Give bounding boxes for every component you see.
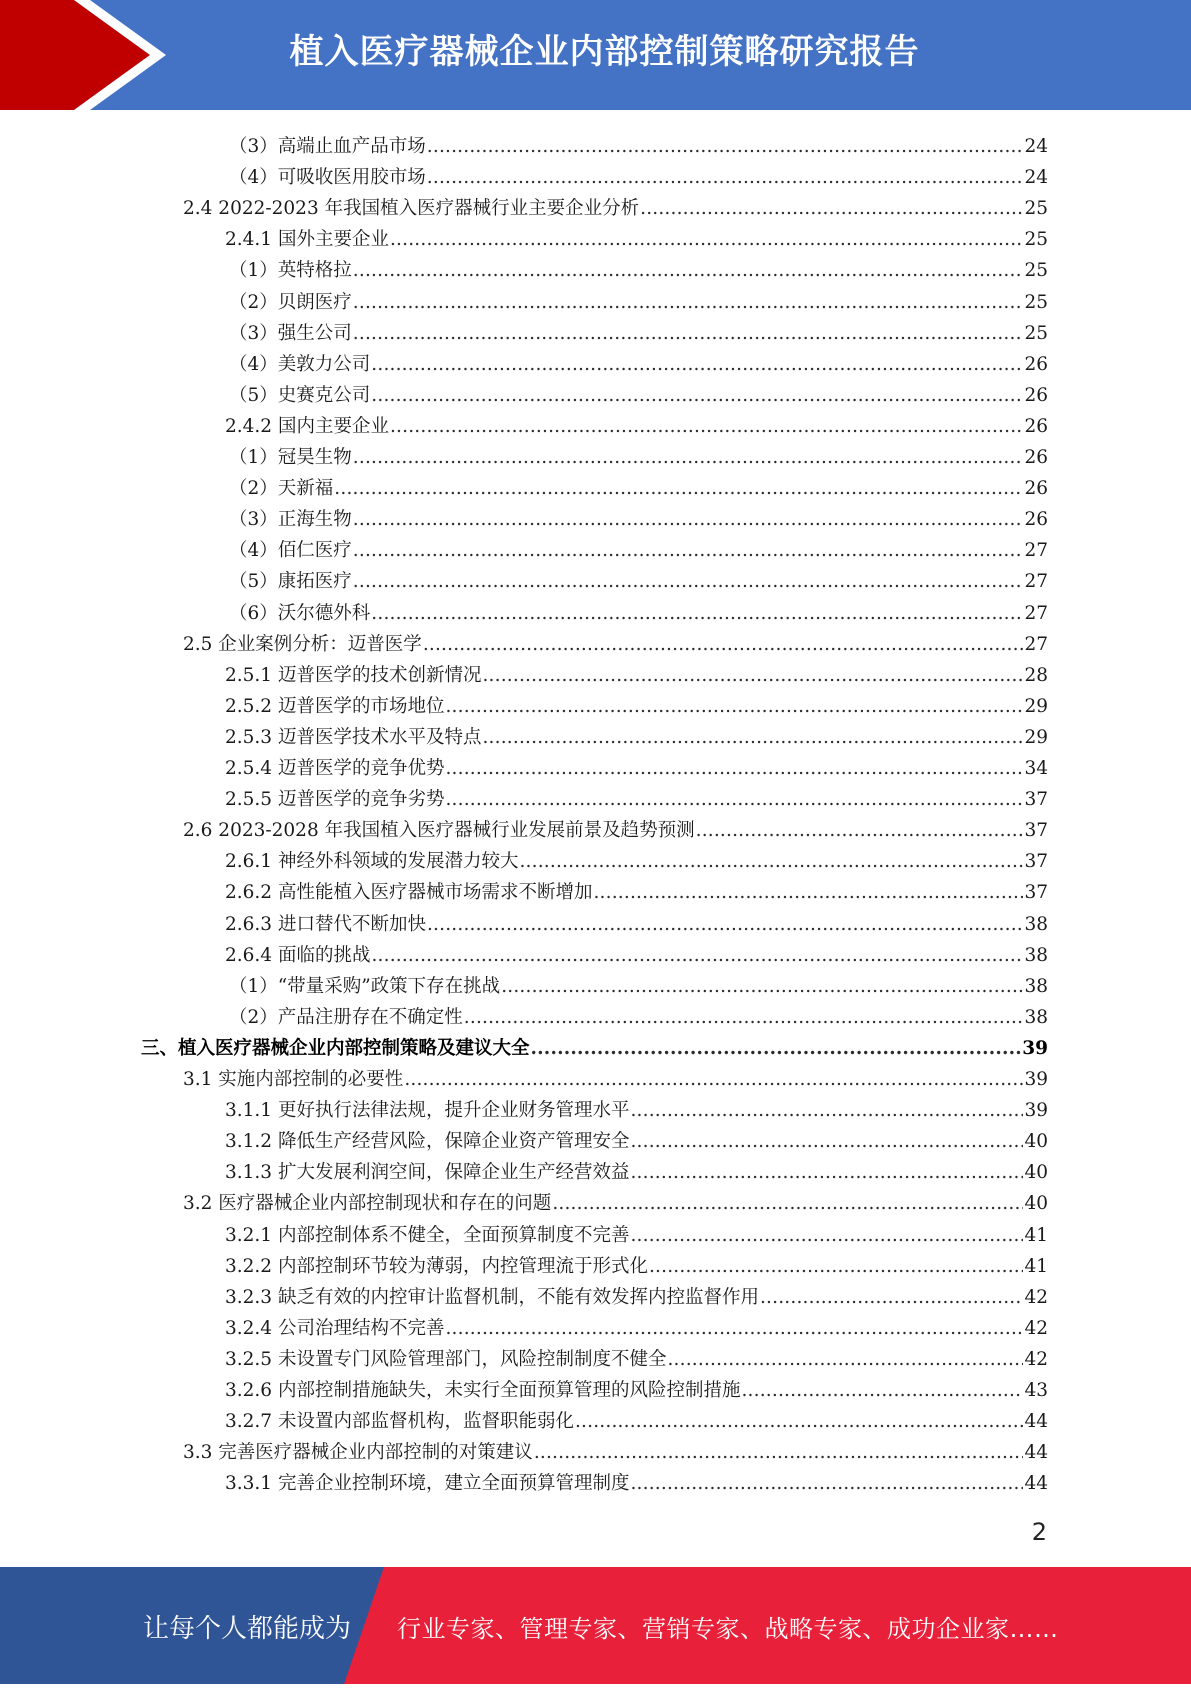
toc-entry-page: 38 (1024, 975, 1048, 997)
toc-entry-label: 3.3 完善医疗器械企业内部控制的对策建议 (183, 1442, 533, 1464)
toc-entry[interactable] (183, 1185, 1048, 1216)
toc-dot-leader (353, 570, 1024, 594)
toc-entry[interactable] (225, 1372, 1048, 1403)
toc-entry-label: （5）史赛克公司 (229, 384, 371, 406)
toc-entry-page: 25 (1024, 322, 1048, 344)
toc-entry-page: 42 (1024, 1286, 1048, 1308)
toc-entry[interactable] (183, 190, 1048, 221)
toc-entry-page: 39 (1024, 1100, 1048, 1122)
toc-entry[interactable] (225, 408, 1048, 439)
toc-entry[interactable] (225, 750, 1048, 781)
toc-entry-page: 44 (1024, 1411, 1048, 1433)
footer-slogan-right: 行业专家、管理专家、营销专家、战略专家、成功企业家…… (397, 1615, 1059, 1643)
toc-entry[interactable] (225, 719, 1048, 750)
toc-entry-page: 25 (1024, 198, 1048, 220)
toc-dot-leader (445, 695, 1023, 719)
toc-entry-page: 26 (1024, 478, 1048, 500)
toc-dot-leader (501, 975, 1023, 999)
toc-entry-label: 3.1.2 降低生产经营风险，保障企业资产管理安全 (225, 1131, 630, 1153)
toc-entry-page: 25 (1024, 291, 1048, 313)
toc-entry-label: 3.1.3 扩大发展利润空间，保障企业生产经营效益 (225, 1162, 630, 1184)
toc-entry-label: （2）天新福 (229, 478, 334, 500)
toc-entry[interactable] (225, 1403, 1048, 1434)
header-banner (0, 0, 1191, 110)
toc-entry-page: 41 (1024, 1255, 1048, 1277)
toc-dot-leader (696, 819, 1024, 843)
toc-entry[interactable] (229, 563, 1048, 594)
toc-dot-leader (353, 446, 1024, 470)
toc-entry-label: 2.4 2022-2023 年我国植入医疗器械行业主要企业分析 (183, 198, 640, 220)
toc-entry-label: 2.5.3 迈普医学技术水平及特点 (225, 726, 482, 748)
toc-entry-label: 2.5.2 迈普医学的市场地位 (225, 695, 445, 717)
toc-dot-leader (427, 166, 1024, 190)
toc-dot-leader (552, 1192, 1023, 1216)
toc-entry-label: （4）佰仁医疗 (229, 540, 352, 562)
toc-entry-label: 2.6 2023-2028 年我国植入医疗器械行业发展前景及趋势预测 (183, 820, 695, 842)
toc-entry[interactable] (225, 657, 1048, 688)
toc-entry-page: 38 (1024, 944, 1048, 966)
toc-entry-label: 3.1.1 更好执行法律法规，提升企业财务管理水平 (225, 1100, 630, 1122)
toc-dot-leader (640, 197, 1023, 221)
toc-entry-label: （1）英特格拉 (229, 260, 352, 282)
toc-entry-page: 44 (1024, 1442, 1048, 1464)
toc-entry[interactable] (225, 937, 1048, 968)
toc-entry[interactable] (225, 688, 1048, 719)
toc-dot-leader (353, 322, 1024, 346)
toc-dot-leader (353, 259, 1024, 283)
toc-entry-label: 3.2 医疗器械企业内部控制现状和存在的问题 (183, 1193, 552, 1215)
toc-entry-label: 2.4.2 国内主要企业 (225, 415, 389, 437)
toc-entry[interactable] (229, 595, 1048, 626)
toc-entry-label: 2.5.5 迈普医学的竞争劣势 (225, 789, 445, 811)
toc-entry[interactable] (141, 1030, 1048, 1061)
toc-entry[interactable] (225, 1217, 1048, 1248)
toc-entry-label: （2）产品注册存在不确定性 (229, 1006, 463, 1028)
toc-entry-label: 3.2.1 内部控制体系不健全，全面预算制度不完善 (225, 1224, 630, 1246)
toc-dot-leader (519, 850, 1023, 874)
toc-entry[interactable] (183, 626, 1048, 657)
toc-entry-page: 27 (1024, 633, 1048, 655)
toc-entry[interactable] (229, 999, 1048, 1030)
toc-entry-label: 2.5.1 迈普医学的技术创新情况 (225, 664, 482, 686)
toc-dot-leader (371, 602, 1023, 626)
toc-entry[interactable] (229, 968, 1048, 999)
toc-entry-label: （6）沃尔德外科 (229, 602, 371, 624)
toc-dot-leader (371, 353, 1023, 377)
toc-entry[interactable] (225, 1341, 1048, 1372)
toc-entry-label: （4）美敦力公司 (229, 353, 371, 375)
toc-entry-label: （3）高端止血产品市场 (229, 136, 426, 157)
toc-entry-label: 3.3.1 完善企业控制环境，建立全面预算管理制度 (225, 1473, 630, 1495)
toc-entry-page: 41 (1024, 1224, 1048, 1246)
toc-entry[interactable] (225, 906, 1048, 937)
toc-dot-leader (353, 291, 1024, 315)
toc-entry[interactable] (229, 128, 1048, 159)
toc-dot-leader (334, 477, 1023, 501)
toc-entry-page: 44 (1024, 1473, 1048, 1495)
toc-entry-page: 28 (1024, 664, 1048, 686)
toc-entry-page: 26 (1024, 384, 1048, 406)
toc-dot-leader (445, 788, 1023, 812)
toc-entry-label: 三、植入医疗器械企业内部控制策略及建议大全 (141, 1037, 530, 1059)
toc-entry-page: 27 (1024, 602, 1048, 624)
toc-dot-leader (427, 135, 1024, 159)
toc-entry-page: 37 (1024, 882, 1048, 904)
toc-entry-page: 27 (1024, 571, 1048, 593)
toc-entry-page: 37 (1024, 851, 1048, 873)
toc-entry-page: 37 (1024, 789, 1048, 811)
toc-entry[interactable] (229, 346, 1048, 377)
toc-dot-leader (353, 508, 1024, 532)
toc-entry[interactable] (229, 532, 1048, 563)
toc-dot-leader (482, 664, 1023, 688)
toc-entry-page: 38 (1024, 913, 1048, 935)
toc-entry-label: （3）正海生物 (229, 509, 352, 531)
toc-entry[interactable] (183, 1061, 1048, 1092)
toc-dot-leader (390, 415, 1023, 439)
toc-entry[interactable] (225, 221, 1048, 252)
toc-entry-label: （5）康拓医疗 (229, 571, 352, 593)
toc-entry[interactable] (183, 1434, 1048, 1465)
toc-dot-leader (630, 1130, 1023, 1154)
toc-entry-page: 42 (1024, 1317, 1048, 1339)
toc-entry-label: 2.4.1 国外主要企业 (225, 229, 389, 251)
toc-entry[interactable] (225, 1092, 1048, 1123)
toc-dot-leader (445, 1317, 1023, 1341)
toc-entry[interactable] (225, 1310, 1048, 1341)
toc-entry-page: 43 (1024, 1380, 1048, 1401)
toc-dot-leader (741, 1379, 1023, 1403)
toc-entry-page: 26 (1024, 415, 1048, 437)
toc-dot-leader (390, 228, 1023, 252)
toc-entry-page: 34 (1024, 758, 1048, 779)
toc-entry-label: 2.6.3 进口替代不断加快 (225, 913, 426, 935)
toc-entry[interactable] (225, 1123, 1048, 1154)
toc-dot-leader (667, 1348, 1023, 1372)
toc-dot-leader (423, 633, 1024, 657)
toc-dot-leader (534, 1441, 1024, 1465)
toc-dot-leader (575, 1410, 1023, 1434)
toc-entry-page: 24 (1024, 136, 1048, 157)
toc-entry-label: 3.2.7 未设置内部监督机构，监督职能弱化 (225, 1411, 574, 1433)
toc-entry-label: 3.2.5 未设置专门风险管理部门，风险控制制度不健全 (225, 1348, 667, 1370)
toc-dot-leader (531, 1037, 1022, 1061)
toc-dot-leader (630, 1099, 1023, 1123)
toc-dot-leader (353, 539, 1024, 563)
footer-slogan-left: 让每个人都能成为 (143, 1614, 352, 1644)
toc-entry-page: 24 (1024, 167, 1048, 189)
toc-dot-leader (464, 1006, 1024, 1030)
toc-entry[interactable] (225, 843, 1048, 874)
toc-entry[interactable] (225, 1465, 1048, 1496)
toc-entry[interactable] (225, 874, 1048, 905)
toc-entry-label: 2.6.2 高性能植入医疗器械市场需求不断增加 (225, 882, 593, 904)
toc-entry-label: （1）“带量采购”政策下存在挑战 (229, 975, 501, 997)
toc-entry-label: 2.5 企业案例分析：迈普医学 (183, 633, 422, 655)
toc-entry[interactable] (225, 1248, 1048, 1279)
toc-entry[interactable] (229, 470, 1048, 501)
toc-entry-label: 3.2.3 缺乏有效的内控审计监督机制，不能有效发挥内控监督作用 (225, 1286, 759, 1308)
toc-entry-page: 26 (1024, 353, 1048, 375)
report-title: 植入医疗器械企业内部控制策略研究报告 (289, 32, 920, 72)
toc-entry-label: （2）贝朗医疗 (229, 291, 352, 313)
toc-dot-leader (630, 1472, 1023, 1496)
toc-entry-label: 3.2.6 内部控制措施缺失，未实行全面预算管理的风险控制措施 (225, 1380, 741, 1401)
toc-entry-label: 2.5.4 迈普医学的竞争优势 (225, 758, 445, 779)
toc-dot-leader (371, 944, 1023, 968)
toc-entry-page: 25 (1024, 260, 1048, 282)
toc-entry[interactable] (229, 315, 1048, 346)
toc-entry-page: 40 (1024, 1131, 1048, 1153)
toc-entry[interactable] (229, 284, 1048, 315)
page-number: 2 (1031, 1518, 1047, 1546)
toc-entry-page: 37 (1024, 820, 1048, 842)
toc-entry[interactable] (225, 1154, 1048, 1185)
toc-entry-label: （3）强生公司 (229, 322, 352, 344)
toc-entry[interactable] (229, 501, 1048, 532)
toc-entry[interactable] (229, 377, 1048, 408)
toc-dot-leader (427, 913, 1023, 937)
toc-entry[interactable] (229, 439, 1048, 470)
toc-entry-page: 38 (1024, 1006, 1048, 1028)
toc-entry[interactable] (225, 781, 1048, 812)
toc-entry-page: 42 (1024, 1348, 1048, 1370)
toc-dot-leader (760, 1286, 1023, 1310)
toc-dot-leader (649, 1255, 1023, 1279)
toc-entry-label: 3.2.2 内部控制环节较为薄弱，内控管理流于形式化 (225, 1255, 648, 1277)
footer-banner (0, 1567, 1191, 1684)
toc-entry-label: 3.1 实施内部控制的必要性 (183, 1069, 404, 1090)
toc-dot-leader (404, 1068, 1023, 1092)
toc-entry-page: 29 (1024, 695, 1048, 717)
toc-entry-page: 27 (1024, 540, 1048, 562)
toc-dot-leader (593, 881, 1023, 905)
toc-entry-page: 29 (1024, 726, 1048, 748)
toc-dot-leader (482, 726, 1023, 750)
toc-dot-leader (445, 757, 1023, 781)
toc-entry[interactable] (183, 812, 1048, 843)
toc-entry-page: 39 (1022, 1037, 1048, 1059)
toc-entry-label: （4）可吸收医用胶市场 (229, 167, 426, 189)
toc-entry-page: 26 (1024, 509, 1048, 531)
toc-dot-leader (371, 384, 1023, 408)
toc-dot-leader (630, 1161, 1023, 1185)
toc-entry-page: 25 (1024, 229, 1048, 251)
toc-entry-page: 40 (1024, 1162, 1048, 1184)
toc-entry-label: （1）冠昊生物 (229, 447, 352, 468)
toc-entry-label: 2.6.1 神经外科领域的发展潜力较大 (225, 851, 519, 873)
toc-entry-page: 39 (1024, 1069, 1048, 1090)
toc-entry-label: 2.6.4 面临的挑战 (225, 944, 371, 966)
toc-entry-label: 3.2.4 公司治理结构不完善 (225, 1317, 445, 1339)
toc-entry-page: 40 (1024, 1193, 1048, 1215)
toc-entry[interactable] (229, 252, 1048, 283)
toc-entry-page: 26 (1024, 447, 1048, 468)
toc-entry[interactable] (225, 1279, 1048, 1310)
toc-dot-leader (630, 1224, 1023, 1248)
toc-entry[interactable] (229, 159, 1048, 190)
